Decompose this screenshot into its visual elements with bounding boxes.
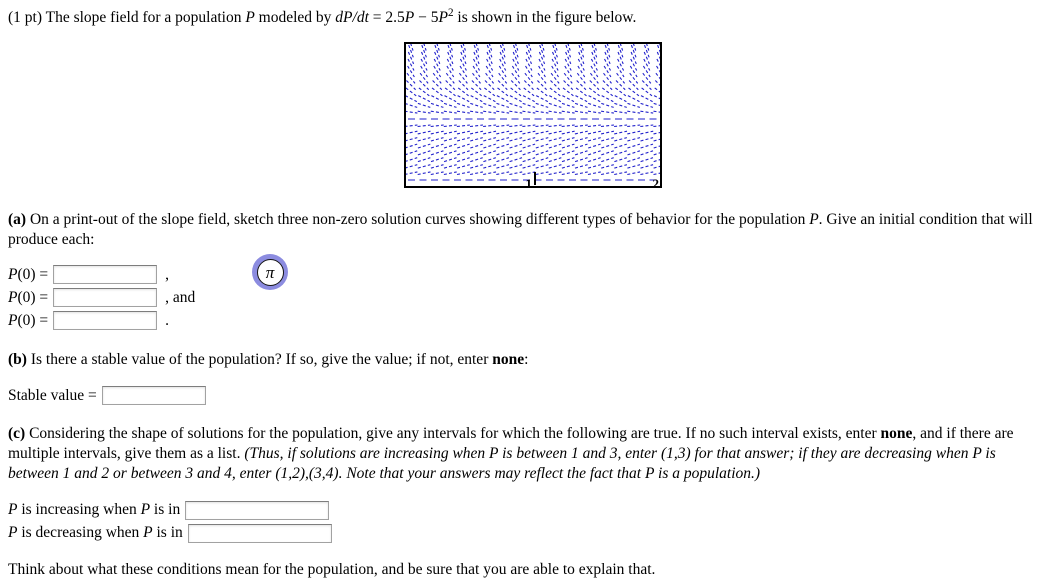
initial-condition-row [8, 309, 1056, 332]
increasing-interval-input[interactable] [185, 501, 329, 520]
part-c-text: (c) Considering the shape of solutions for the population, give any intervals for which the following are true. If no such interval exists, enter none, and if there are multiple intervals, give them as a list. (Thus, if solutions are increasing when P is between 1 and 3, enter (1,3) for that answer; if they are decreasing when P is between 1 and 2 or between 3 and 4, enter (1,2),(3,4). Note that your answers may reflect the fact that P is a population.) [8, 425, 1014, 482]
slope-field-figure [404, 42, 662, 191]
p0-label: P(0) = [8, 265, 49, 283]
decreasing-interval-input[interactable] [188, 524, 332, 543]
pi-icon[interactable] [252, 254, 288, 290]
stable-value-input[interactable] [102, 386, 206, 405]
closing-note: Think about what these conditions mean for the population, and be sure that you are able to explain that. [8, 560, 656, 578]
stable-value-label: Stable value = [8, 386, 97, 404]
part-b-text: (b) Is there a stable value of the population? If so, give the value; if not, enter none: [8, 351, 529, 369]
interval-answers [0, 499, 1056, 545]
p0-label: P(0) = [8, 311, 49, 329]
initial-condition-answers [8, 263, 1056, 332]
x-tick-label-1: 1 [525, 175, 532, 191]
x-axis-tick-mark [534, 172, 536, 185]
increasing-label: P is increasing when P is in [8, 501, 181, 519]
p0-label: P(0) = [8, 288, 49, 306]
p0-input-3[interactable] [53, 311, 157, 330]
p0-suffix-3: . [165, 311, 170, 329]
problem-statement: (1 pt) The slope field for a population P modeled by $dP/dt = 2.5P - 5P^2$ is shown in the figure below. [8, 6, 637, 26]
p0-input-1[interactable] [53, 265, 157, 284]
increasing-interval-row [8, 499, 1056, 522]
initial-condition-row [8, 263, 1056, 286]
p0-suffix-1: , [165, 265, 170, 283]
initial-condition-row [8, 286, 1056, 309]
pi-glyph: π [265, 262, 275, 282]
p0-input-2[interactable] [53, 288, 157, 307]
stable-value-row [8, 385, 1056, 406]
p0-suffix-2: , and [165, 288, 196, 306]
decreasing-label: P is decreasing when P is in [8, 524, 183, 542]
decreasing-interval-row [8, 522, 1056, 545]
slope-field-plot [406, 44, 660, 186]
pi-icon-inner-circle [257, 259, 284, 286]
x-tick-label-2: 2 [652, 175, 659, 191]
part-a-text: (a) On a print-out of the slope field, sketch three non-zero solution curves showing different types of behavior for the population P. Give an initial condition that will produce each: [8, 210, 1033, 248]
